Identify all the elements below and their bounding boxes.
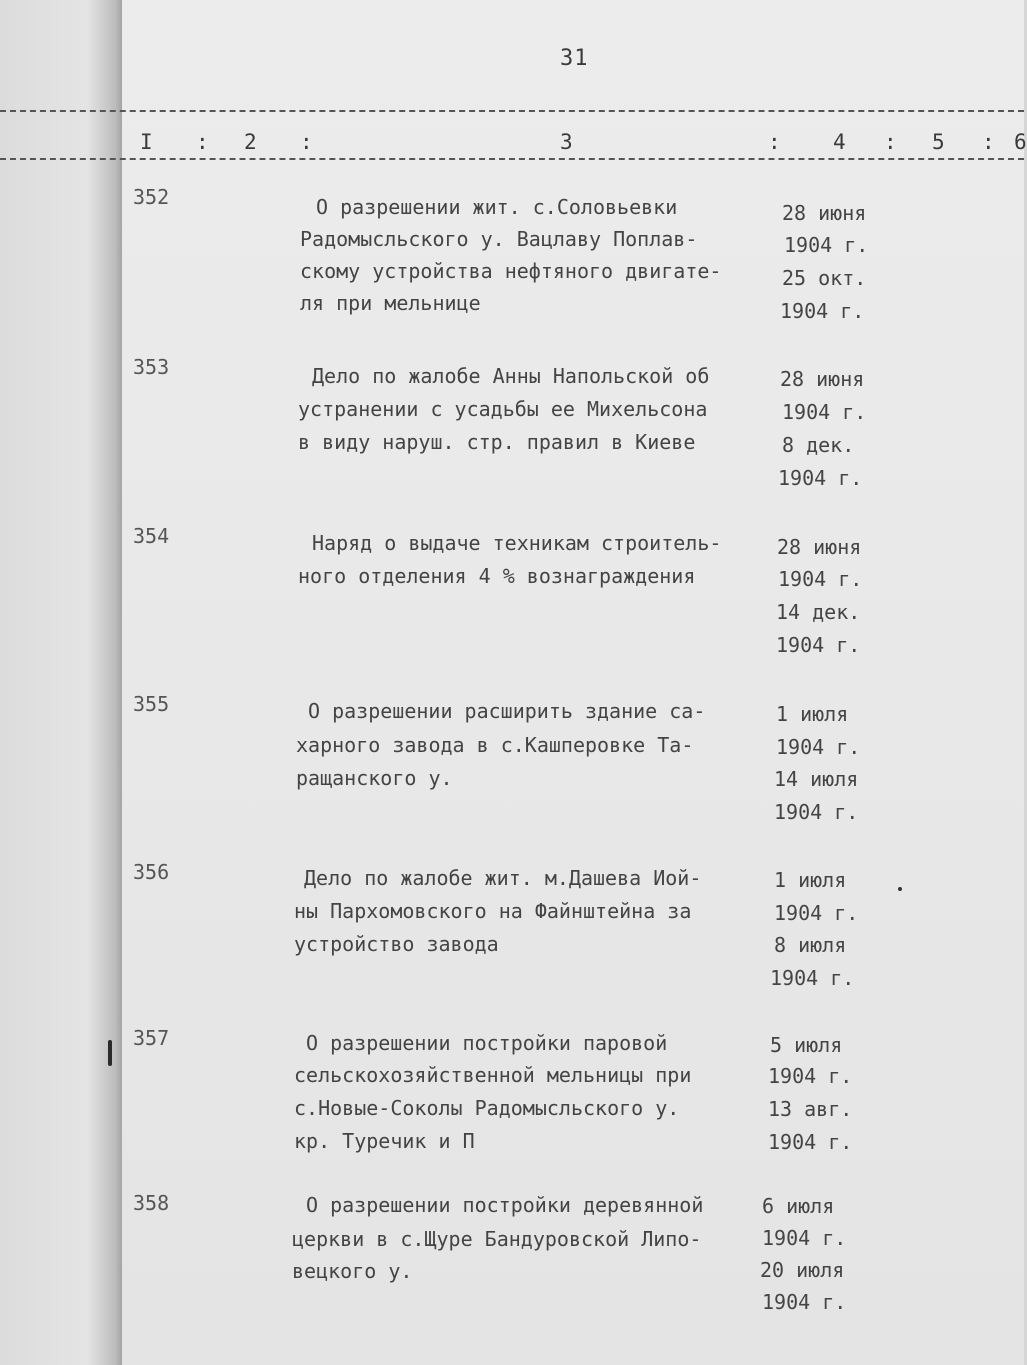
record-date-line: 5 июля <box>770 1033 843 1057</box>
record-title-line: Дело по жалобе Анны Напольской об <box>312 364 710 388</box>
record-title-line: харного завода в с.Кашперовке Та- <box>296 733 694 757</box>
record-title-line: с.Новые-Соколы Радомысльского у. <box>294 1096 680 1120</box>
column-separator: : <box>768 130 781 154</box>
record-date-line: 25 окт. <box>782 266 867 290</box>
record-date-line: 1904 г. <box>780 299 865 323</box>
record-date-line: 28 июня <box>777 535 862 559</box>
record-date-line: 6 июля <box>762 1194 835 1218</box>
record-date-line: 1904 г. <box>762 1226 847 1250</box>
record-title-line: О разрешении постройки деревянной <box>306 1193 704 1217</box>
record-title-line: вецкого у. <box>292 1259 413 1283</box>
record-date-line: 28 июня <box>780 367 865 391</box>
column-header-4: 4 <box>833 130 846 154</box>
record-number: 353 <box>133 355 170 379</box>
record-date-line: 1904 г. <box>778 567 863 591</box>
column-separator: : <box>300 130 313 154</box>
column-header-6: 6 <box>1014 130 1027 154</box>
record-title-line: в виду наруш. стр. правил в Киеве <box>298 430 696 454</box>
record-title-line: устройство завода <box>294 932 499 956</box>
record-title-line: ращанского у. <box>296 766 453 790</box>
record-date-line: 1904 г. <box>762 1290 847 1314</box>
record-title-line: О разрешении жит. с.Соловьевки <box>316 195 678 219</box>
record-date-line: 1904 г. <box>770 966 855 990</box>
record-date-line: 1904 г. <box>782 400 867 424</box>
record-date-line: 1904 г. <box>774 800 859 824</box>
record-date-line: 1904 г. <box>778 466 863 490</box>
record-date-line: 20 июля <box>760 1258 845 1282</box>
record-number: 358 <box>133 1191 170 1215</box>
record-title-line: Радомысльского у. Вацлаву Поплав- <box>300 227 698 251</box>
record-date-line: 1904 г. <box>776 633 861 657</box>
record-title-line: О разрешении расширить здание са- <box>308 699 706 723</box>
record-title-line: Дело по жалобе жит. м.Дашева Иой- <box>304 866 702 890</box>
record-date-line: 13 авг. <box>768 1097 853 1121</box>
record-date-line: 1904 г. <box>784 233 869 257</box>
record-date-line: 1904 г. <box>768 1130 853 1154</box>
record-title-line: ны Пархомовского на Файнштейна за <box>294 899 692 923</box>
book-spine <box>0 0 125 1365</box>
record-title-line: церкви в с.Щуре Бандуровской Липо- <box>292 1227 702 1251</box>
column-header-2: 2 <box>244 130 257 154</box>
record-date-line: 14 июля <box>774 767 859 791</box>
record-title-line: скому устройства нефтяного двигате- <box>300 259 722 283</box>
record-number: 356 <box>133 860 170 884</box>
record-date-line: 14 дек. <box>776 600 861 624</box>
header-rule-top <box>0 110 1024 112</box>
spine-ink-mark <box>108 1040 112 1066</box>
record-title-line: ля при мельнице <box>300 291 481 315</box>
column-separator: : <box>884 130 897 154</box>
record-date-line: 8 дек. <box>782 433 855 457</box>
record-number: 357 <box>133 1026 170 1050</box>
record-title-line: сельскохозяйственной мельницы при <box>294 1063 692 1087</box>
column-header-1: I <box>140 130 153 154</box>
record-date-line: 1904 г. <box>768 1064 853 1088</box>
record-title-line: ного отделения 4 % вознаграждения <box>298 564 696 588</box>
column-header-5: 5 <box>932 130 945 154</box>
record-title-line: О разрешении постройки паровой <box>306 1031 668 1055</box>
record-date-line: 1 июля <box>774 868 847 892</box>
record-number: 352 <box>133 185 170 209</box>
record-number: 354 <box>133 524 170 548</box>
record-number: 355 <box>133 692 170 716</box>
record-title-line: кр. Туречик и П <box>294 1129 475 1153</box>
column-separator: : <box>196 130 209 154</box>
record-date-line: 8 июля <box>774 933 847 957</box>
record-title-line: Наряд о выдаче техникам строитель- <box>312 531 722 555</box>
header-rule-bottom <box>0 158 1024 160</box>
column-separator: : <box>982 130 995 154</box>
record-date-line: 1 июля <box>776 702 849 726</box>
record-date-line: 1904 г. <box>774 901 859 925</box>
ink-speck <box>898 887 902 891</box>
column-header-3: 3 <box>560 130 573 154</box>
record-title-line: устранении с усадьбы ее Михельсона <box>298 397 708 421</box>
record-date-line: 28 июня <box>782 201 867 225</box>
page-number: 31 <box>560 46 589 71</box>
record-date-line: 1904 г. <box>776 735 861 759</box>
